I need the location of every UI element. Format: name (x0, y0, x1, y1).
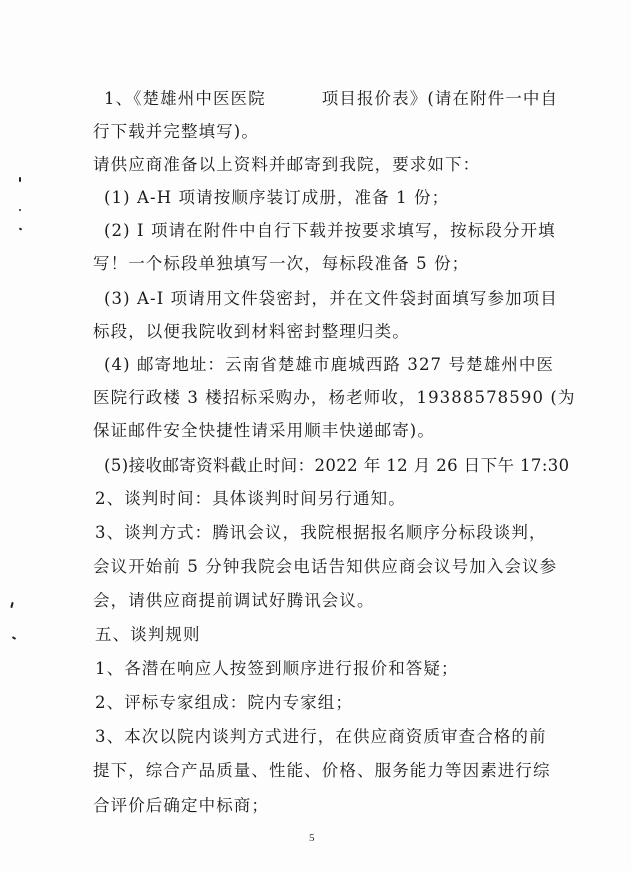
scan-mark-3 (19, 227, 23, 230)
scan-mark-5 (12, 636, 16, 640)
text-line-7: (3) A-I 项请用文件袋密封，并在文件袋封面填写参加项目 (104, 289, 558, 308)
section-heading: 五、谈判规则 (95, 625, 201, 644)
text-line-19: 2、评标专家组成：院内专家组； (95, 693, 353, 712)
text-line-12: (5)接收邮寄资料截止时间：2022 年 12 月 26 日下午 17:30 (104, 456, 570, 475)
scan-mark-4 (10, 602, 13, 608)
text-line-1b: 项目报价表》(请在附件一中自 (321, 89, 559, 108)
text-line-22: 合评价后确定中标商； (93, 796, 269, 815)
text-line-10: 医院行政楼 3 楼招标采购办，杨老师收，19388578590 (为 (93, 388, 576, 407)
text-line-5: (2) I 项请在附件中自行下载并按要求填写，按标段分开填 (104, 221, 556, 240)
text-line-6: 写！一个标段单独填写一次，每标段准备 5 份； (93, 254, 470, 273)
text-line-9: (4) 邮寄地址：云南省楚雄市鹿城西路 327 号楚雄州中医 (104, 355, 555, 374)
text-line-4: (1) A-H 项请按顺序装订成册，准备 1 份； (104, 188, 450, 207)
scan-mark-1 (19, 177, 21, 182)
text-line-3: 请供应商准备以上资料并邮寄到我院，要求如下： (93, 155, 481, 174)
text-line-20: 3、本次以院内谈判方式进行，在供应商资质审查合格的前 (95, 727, 547, 746)
text-line-8: 标段，以便我院收到材料密封整理归类。 (93, 322, 410, 341)
page-number: 5 (309, 832, 315, 844)
text-line-11: 保证邮件安全快捷性请采用顺丰快递邮寄)。 (93, 421, 435, 440)
text-line-14: 3、谈判方式：腾讯会议，我院根据报名顺序分标段谈判， (95, 523, 547, 542)
text-line-13: 2、谈判时间：具体谈判时间另行通知。 (95, 489, 406, 508)
text-line-1a: 1、《楚雄州中医医院 (104, 89, 266, 108)
text-line-21: 提下，综合产品质量、性能、价格、服务能力等因素进行综 (93, 761, 551, 780)
text-line-18: 1、各潜在响应人按签到顺序进行报价和答疑； (95, 659, 459, 678)
text-line-2: 行下载并完整填写)。 (93, 122, 259, 141)
text-line-16: 会，请供应商提前调试好腾讯会议。 (93, 591, 375, 610)
text-line-15: 会议开始前 5 分钟我院会电话告知供应商会议号加入会议参 (93, 557, 558, 576)
text-line-1 (104, 88, 558, 110)
scan-mark-2 (19, 209, 21, 211)
